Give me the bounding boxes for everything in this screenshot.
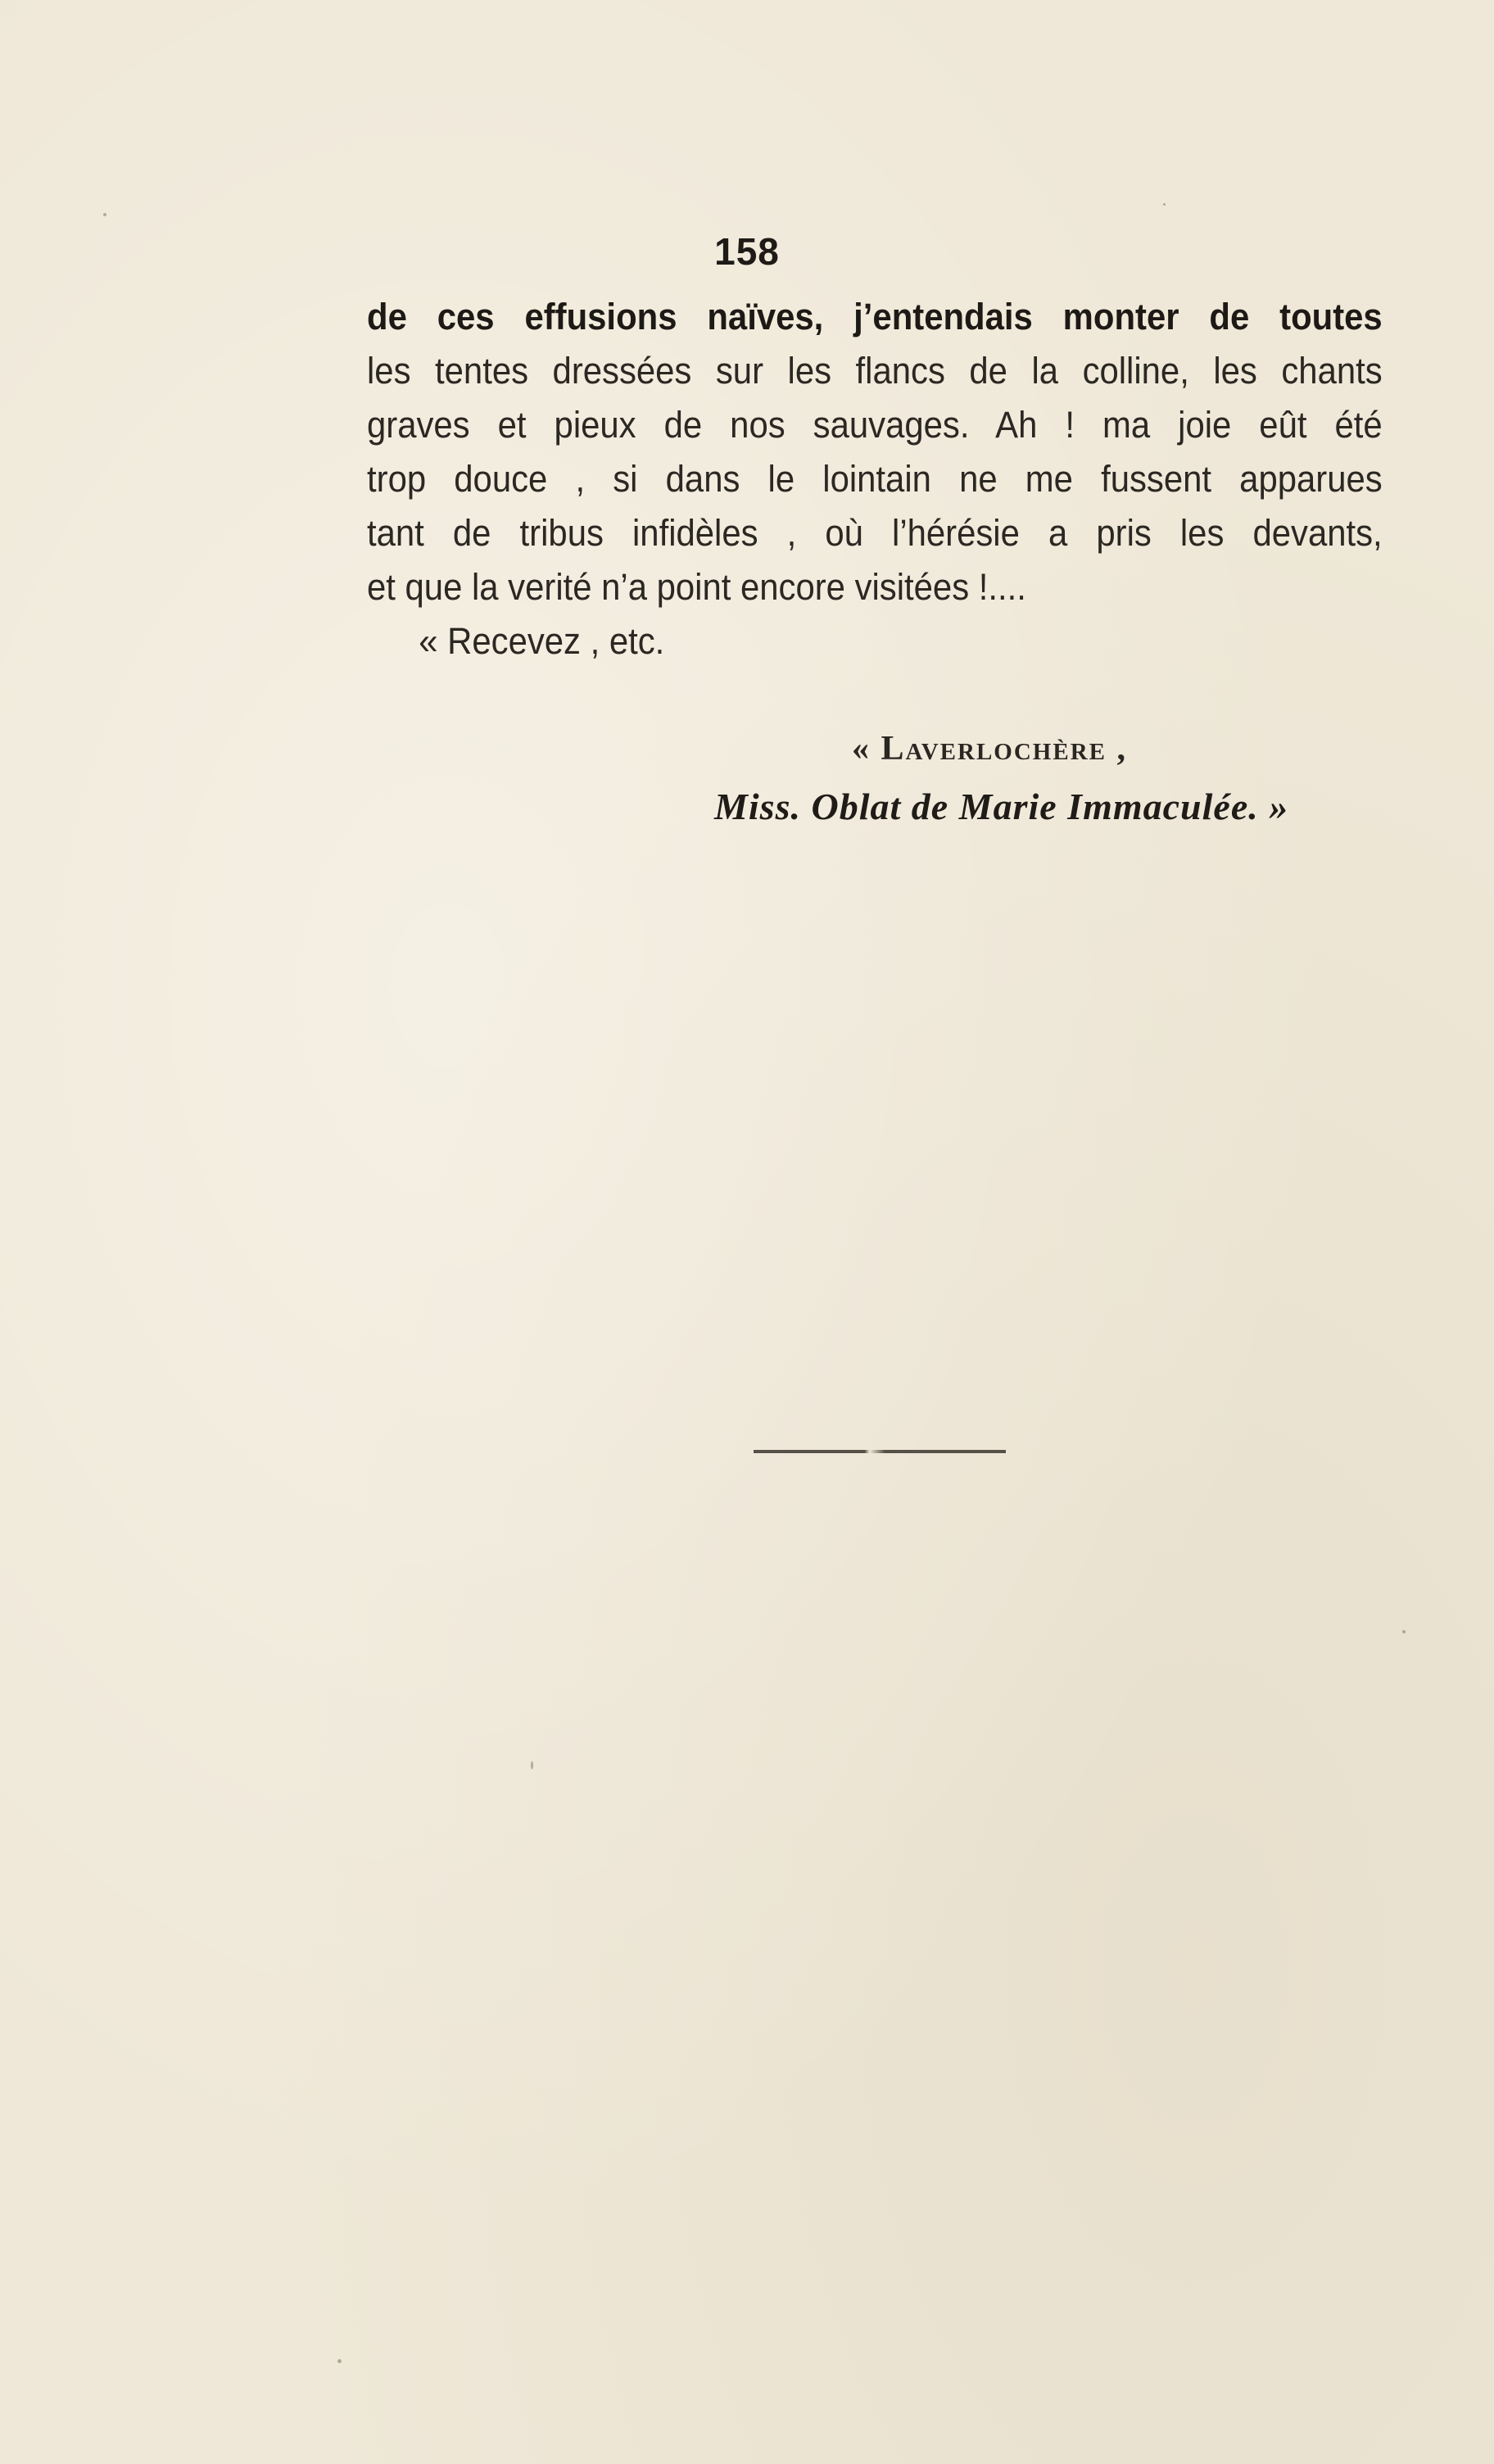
text-line: trop douce , si dans le lointain ne me fussent apparues [367,458,1383,500]
paper-speck [1163,203,1166,206]
text-line: graves et pieux de nos sauvages. Ah ! ma joie eût été [367,404,1383,446]
signature-comma: , [1106,730,1127,768]
paper-speck [531,1761,533,1769]
signature-role: Miss. Oblat de Marie Immaculée. » [714,786,1289,827]
body-paragraph [367,290,1383,668]
paper-speck [337,2359,342,2363]
closing-line: « Recevez , etc. [419,620,665,662]
text-line: les tentes dressées sur les flancs de la colline, les chants [367,350,1383,392]
page-number: 158 [714,230,780,273]
text-line: tant de tribus infidèles , où l’hérésie a pris les devants, [367,512,1383,554]
paper-speck [103,213,106,216]
signature-name: Laverlochère [881,730,1107,768]
text-line: de ces effusions naïves, j’entendais monter de toutes [367,296,1383,337]
signature-open-quote: « [852,730,881,768]
text-line: et que la verité n’a point encore visitées !.... [367,566,1026,608]
signature [852,729,1127,768]
paper-speck [1402,1630,1406,1633]
end-rule [754,1450,1006,1453]
